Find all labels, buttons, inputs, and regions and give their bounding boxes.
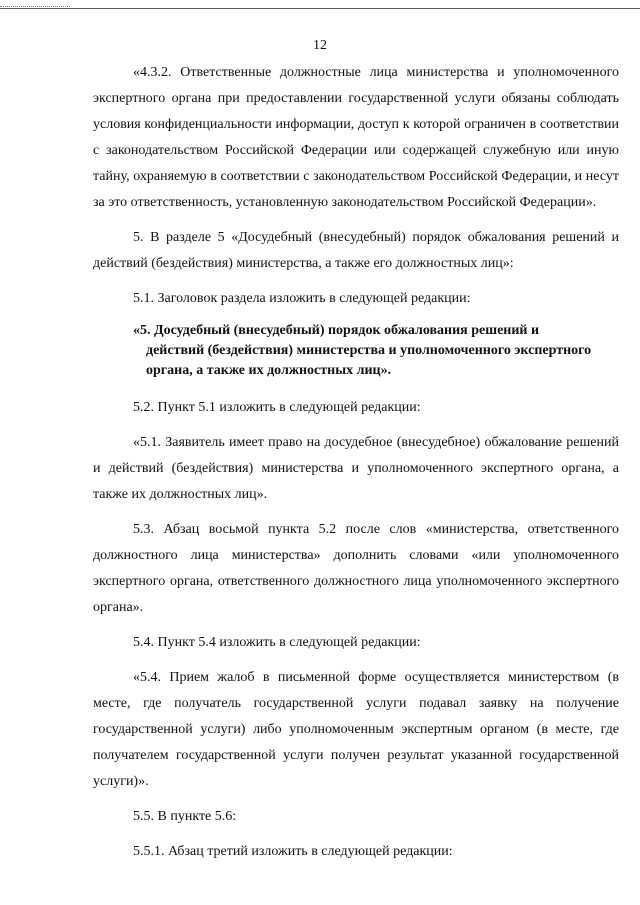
paragraph-5-4: 5.4. Пункт 5.4 изложить в следующей редакции: — [133, 635, 421, 650]
section-heading-quote — [133, 321, 619, 381]
document-body — [93, 60, 619, 874]
paragraph-5-4-quote: «5.4. Прием жалоб в письменной форме осуществляется министерством (в месте, где получатель государственной услуги подавал заявку на получение государственной услуги) либо уполномоченным экспертным органом (в месте, где получателем государственной услуги получен результат указанной государственной услуги)». — [93, 670, 619, 789]
paragraph-5-1: 5.1. Заголовок раздела изложить в следующей редакции: — [133, 291, 471, 306]
section-heading-line-1: «5. Досудебный (внесудебный) порядок обжалования решений и — [133, 323, 540, 338]
paragraph-5-1-quote: «5.1. Заявитель имеет право на досудебное (внесудебное) обжалование решений и действий (бездействия) министерства и уполномоченного экспертного органа, а также их должностных лиц». — [93, 435, 619, 502]
page-number: 12 — [313, 38, 327, 53]
section-heading-rest: действий (бездействия) министерства и уполномоченного экспертного органа, а также их должностных лиц». — [146, 343, 592, 378]
paragraph-section-5: 5. В разделе 5 «Досудебный (внесудебный) порядок обжалования решений и действий (бездействия) министерства, а также его должностных лиц»: — [93, 230, 619, 271]
paragraph-5-3: 5.3. Абзац восьмой пункта 5.2 после слов «министерства, ответственного должностного лица министерства» дополнить словами «или уполномоченного экспертного органа, ответственного должностного лица уполномоченного экспертного органа». — [93, 522, 619, 615]
paragraph-5-5-1: 5.5.1. Абзац третий изложить в следующей редакции: — [133, 844, 453, 859]
paragraph-5-2: 5.2. Пункт 5.1 изложить в следующей редакции: — [133, 400, 421, 415]
paragraph-5-5: 5.5. В пункте 5.6: — [133, 809, 237, 824]
scan-edge-line — [0, 8, 640, 9]
paragraph-4-3-2: «4.3.2. Ответственные должностные лица министерства и уполномоченного экспертного органа при предоставлении государственной услуги обязаны соблюдать условия конфиденциальности информации, доступ к которой ограничен в соответствии с законодательством Российской Федерации или содержащей служебную или иную тайну, охраняемую в соответствии с законодательством Российской Федерации, и несут за это ответственность, установленную законодательством Российской Федерации». — [93, 65, 619, 210]
